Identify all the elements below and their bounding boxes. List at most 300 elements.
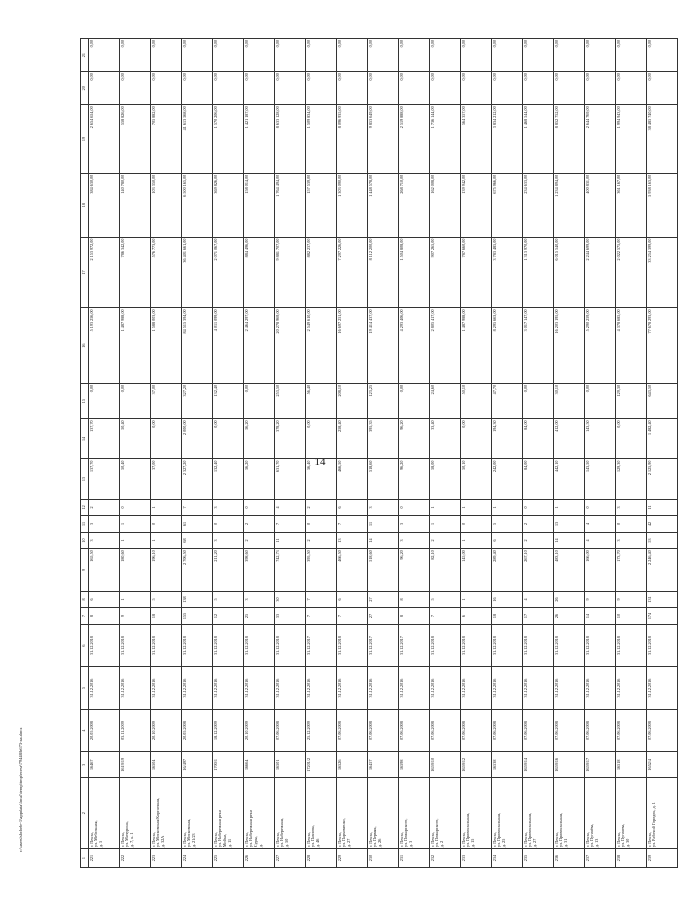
table-cell: 558 826,00 [120, 105, 151, 173]
table-row [368, 39, 399, 868]
table-cell: 17 [523, 608, 554, 625]
table-cell: 31.12.2018 [430, 624, 461, 667]
table-cell: 2 [430, 532, 461, 549]
table-cell: 16457 [368, 752, 399, 778]
table-cell: 3 [399, 532, 430, 549]
table-cell: 564 357,00 [461, 105, 492, 173]
table-cell: 0,00 [306, 72, 337, 105]
address-cell: г. Пенза, ул. Рабочий Городок, д. 1 [647, 778, 678, 849]
table-cell: 58,00 [430, 459, 461, 499]
address-cell: г. Пенза, ул. Привокзальная, д. 15 [461, 778, 492, 849]
table-cell: 31.12.2016 [399, 667, 430, 710]
table-cell: 31.12.2018 [213, 624, 244, 667]
table-cell: 07.06.2008 [523, 709, 554, 752]
table-cell: 31.12.2016 [120, 667, 151, 710]
table-cell: 2 706,50 [182, 549, 213, 592]
table-cell: 31.12.2018 [647, 624, 678, 667]
table-cell: 33,40 [430, 419, 461, 459]
footer [18, 727, 23, 853]
table-cell: 162 008,00 [430, 173, 461, 237]
table-cell: 07.06.2008 [492, 709, 523, 752]
table-cell: 20.05.2008 [89, 709, 120, 752]
table-cell: 1 487 988,00 [461, 308, 492, 384]
table-cell: 84 515 394,00 [182, 308, 213, 384]
column-number: 18 [81, 173, 89, 237]
table-cell: 9 [616, 591, 647, 608]
table-cell: 7 [306, 591, 337, 608]
table-cell: 25 [244, 608, 275, 625]
address-cell: г. Пенза, ул. Привокзальная, д. 25 [492, 778, 523, 849]
table-cell: 16664 [244, 752, 275, 778]
table-cell: 268 710,00 [399, 173, 430, 237]
table-cell: 0,00 [368, 39, 399, 72]
address-cell: г. Пенза, ул. Привокзальная, д. 31 [554, 778, 585, 849]
table-cell: 0 [213, 516, 244, 533]
table-row [89, 39, 120, 868]
table-cell: 576 773,00 [151, 237, 182, 308]
table-cell: 31.12.2016 [275, 667, 306, 710]
table-cell: 0 [523, 499, 554, 516]
table-cell: 2 [523, 532, 554, 549]
table-cell: 38 485 740,00 [647, 105, 678, 173]
table-cell: 1 448 578,00 [368, 173, 399, 237]
table-cell: 2 000,00 [182, 419, 213, 459]
table-cell: 3 [89, 516, 120, 533]
table-cell: 466,50 [337, 459, 368, 499]
address-cell: г. Пенза, ул. Павлова, д. 46 [306, 778, 337, 849]
table-cell: 0,00 [120, 383, 151, 418]
table-cell: 07.06.2008 [647, 709, 678, 752]
table-cell: 31.12.2016 [492, 667, 523, 710]
table-cell: 1 570 206,00 [213, 105, 244, 173]
table-cell: 1 504 808,00 [399, 237, 430, 308]
table-cell: 6 [337, 499, 368, 516]
table-cell: 173,70 [616, 549, 647, 592]
table-cell: 0,00 [275, 72, 306, 105]
table-cell: 5 193 256,00 [89, 308, 120, 384]
table-cell: 11 [647, 499, 678, 516]
table-cell: 157 539,00 [306, 173, 337, 237]
table-cell: 705 882,00 [151, 105, 182, 173]
table-cell: 226 [244, 849, 275, 868]
table-cell: 17201/2 [306, 752, 337, 778]
table-cell: 07.06.2008 [368, 709, 399, 752]
table-cell: 8 [399, 591, 430, 608]
table-cell: 483,10 [554, 549, 585, 592]
table-cell: 31.12.2018 [120, 624, 151, 667]
table-cell: 31.12.2016 [647, 667, 678, 710]
table-row [616, 39, 647, 868]
table-cell: 0,00 [492, 39, 523, 72]
table-cell: 0 [151, 516, 182, 533]
table-cell: 19 414 437,00 [368, 308, 399, 384]
table-cell: 0,00 [430, 72, 461, 105]
table-cell: 3 783 485,00 [492, 237, 523, 308]
table-cell: 31.12.2018 [89, 624, 120, 667]
table-cell: 11 [275, 532, 306, 549]
table-cell: 518,60 [368, 459, 399, 499]
table-cell: 31.12.2018 [151, 624, 182, 667]
data-table [80, 38, 678, 868]
table-cell: 7 297 226,00 [337, 237, 368, 308]
table-cell: 0 [399, 499, 430, 516]
table-cell: 0,00 [151, 39, 182, 72]
table-cell: 20.10.2009 [244, 709, 275, 752]
table-cell: 0,00 [151, 419, 182, 459]
table-cell: 1 234 894,00 [554, 173, 585, 237]
table-row [120, 39, 151, 868]
table-cell: 0,00 [244, 383, 275, 418]
table-cell: 26 [554, 608, 585, 625]
table-cell: 0,00 [461, 72, 492, 105]
table-cell: 0,00 [585, 383, 616, 418]
table-cell: 0,00 [120, 39, 151, 72]
table-cell: 224 [182, 849, 213, 868]
table-cell: 166,00 [585, 549, 616, 592]
column-number: 14 [81, 419, 89, 459]
table-cell: 16501 [275, 752, 306, 778]
table-cell: 03.11.2009 [120, 709, 151, 752]
table-cell: 41 613 568,00 [182, 105, 213, 173]
column-number: 17 [81, 237, 89, 308]
table-cell: 6 [492, 532, 523, 549]
table-cell: 0 [120, 499, 151, 516]
column-number: 19 [81, 105, 89, 173]
address-cell: г. Пенза, ул. Московская, д. 21/23 [182, 778, 213, 849]
column-number: 13 [81, 459, 89, 499]
table-cell: 1 588 003,00 [151, 308, 182, 384]
table-cell: 07.06.2008 [461, 709, 492, 752]
table-cell: 395,50 [306, 549, 337, 592]
table-cell: 4 378 685,00 [616, 308, 647, 384]
table-row [337, 39, 368, 868]
table-body [81, 39, 678, 868]
table-cell: 31.12.2016 [585, 667, 616, 710]
table-cell: 138 [182, 591, 213, 608]
table-cell: 2 654 654,00 [89, 105, 120, 173]
table-cell: 3 [213, 499, 244, 516]
table-cell: 33 [275, 608, 306, 625]
table-cell: 208,10 [337, 383, 368, 418]
column-number: 15 [81, 383, 89, 418]
table-cell: 4 [523, 591, 554, 608]
table-cell: 0,00 [647, 72, 678, 105]
table-cell: 26 [554, 591, 585, 608]
table-cell: 131 [647, 591, 678, 608]
table-cell: 3 [616, 499, 647, 516]
table-cell: 2 327,20 [182, 459, 213, 499]
table-cell: 96,20 [399, 549, 430, 592]
table-row [461, 39, 492, 868]
table-cell: 3 [616, 532, 647, 549]
table-row [554, 39, 585, 868]
table-cell: 50,40 [120, 459, 151, 499]
table-cell: 31.12.2017 [368, 624, 399, 667]
table-cell: 07.06.2008 [337, 709, 368, 752]
table-cell: 180,60 [120, 549, 151, 592]
table-cell: 221 [89, 849, 120, 868]
table-cell: 137,70 [89, 419, 120, 459]
address-cell: г. Пенза, ул. Набережная реки Суры, д. [244, 778, 275, 849]
table-cell: 7 [430, 608, 461, 625]
page-number: 14 [314, 456, 326, 468]
table-cell: 1 [461, 591, 492, 608]
table-cell: 3 [213, 532, 244, 549]
table-cell: 2 125,90 [647, 459, 678, 499]
table-cell: 0 [461, 516, 492, 533]
table-cell: 1 487 988,00 [120, 308, 151, 384]
table-cell: 361 167,00 [616, 173, 647, 237]
table-cell: 31.12.2016 [523, 667, 554, 710]
table-cell: 132,40 [213, 459, 244, 499]
table-cell: 1659/17 [585, 752, 616, 778]
table-cell: 53 [647, 532, 678, 549]
table-cell: 5 [213, 591, 244, 608]
column-number: 11 [81, 516, 89, 533]
table-cell: 378,20 [275, 419, 306, 459]
table-row [430, 39, 461, 868]
table-cell: 2 022 575,00 [616, 237, 647, 308]
address-cell: г. Пенза, ул. Набережная, д. 50 [275, 778, 306, 849]
table-cell: 31.12.2018 [244, 624, 275, 667]
table-cell: 466,50 [337, 549, 368, 592]
table-cell: 234 [492, 849, 523, 868]
table-row [182, 39, 213, 868]
table-cell: 9 853 649,00 [368, 105, 399, 173]
table-cell: 16504 [151, 752, 182, 778]
table-cell: 1700/1 [213, 752, 244, 778]
table-cell: 0,00 [523, 383, 554, 418]
table-cell: 253,50 [275, 383, 306, 418]
address-cell: г. Пенза, ул. Мебельная, д. 5 [89, 778, 120, 849]
table-cell: 882 237,00 [306, 237, 337, 308]
table-cell: 129,30 [616, 459, 647, 499]
table-cell: 0,00 [337, 72, 368, 105]
table-cell: 7 [337, 608, 368, 625]
table-cell: 20.05.2008 [182, 709, 213, 752]
table-cell: 8 [89, 608, 120, 625]
column-number: 4 [81, 709, 89, 752]
table-cell: 7 [306, 608, 337, 625]
column-number: 1 [81, 849, 89, 868]
table-cell: 258,40 [337, 419, 368, 459]
table-cell: 2 153 972,00 [89, 237, 120, 308]
column-number: 7 [81, 608, 89, 625]
address-cell: г. Пенза, ул. Мичурина, д. 7, к. 1 [120, 778, 151, 849]
table-cell: 31.12.2017 [399, 624, 430, 667]
table-cell: 0,00 [213, 419, 244, 459]
table-cell: 3 834 212,00 [492, 105, 523, 173]
table-cell: 0,00 [306, 419, 337, 459]
table-row [275, 39, 306, 868]
table-cell: 5 [492, 516, 523, 533]
table-cell: 56,20 [244, 459, 275, 499]
table-cell: 267,10 [523, 549, 554, 592]
table-row [399, 39, 430, 868]
table-cell: 174 [647, 608, 678, 625]
table-cell: 155 [182, 608, 213, 625]
table-cell: 4 [585, 516, 616, 533]
table-cell: 1 [430, 516, 461, 533]
table-cell: 1 468 544,00 [523, 105, 554, 173]
table-row [306, 39, 337, 868]
table-cell: 1659/12 [461, 752, 492, 778]
table-cell: 0,00 [120, 72, 151, 105]
table-cell: 31.12.2017 [306, 624, 337, 667]
table-cell: 8 852 752,00 [554, 105, 585, 173]
table-cell: 16 203 195,00 [554, 308, 585, 384]
table-cell: 0,00 [554, 39, 585, 72]
table-cell: 31.12.2018 [461, 624, 492, 667]
table-cell: 1 482,40 [647, 419, 678, 459]
table-cell: 50,10 [461, 383, 492, 418]
table-cell: 31.12.2016 [337, 667, 368, 710]
table-cell: 0,00 [430, 39, 461, 72]
table-cell: 2 244 699,00 [585, 237, 616, 308]
table-cell: 0,00 [244, 39, 275, 72]
table-cell: 14 [554, 532, 585, 549]
table-cell: 31.12.2016 [244, 667, 275, 710]
table-cell: 327,20 [182, 383, 213, 418]
table-cell: 0,00 [585, 39, 616, 72]
column-number: 21 [81, 39, 89, 72]
table-cell: 16/497 [182, 752, 213, 778]
table-cell: 234 633,00 [523, 173, 554, 237]
address-cell: г. Пенза, ул. Московская/Кирпичная, д. 32А [151, 778, 182, 849]
table-cell: 77 678 293,00 [647, 308, 678, 384]
table-cell: 56,40 [306, 383, 337, 418]
table-cell: 0 [585, 499, 616, 516]
table-cell: 7 [182, 499, 213, 516]
table-cell: 31.12.2016 [616, 667, 647, 710]
table-cell: 31.12.2018 [337, 624, 368, 667]
table-cell: 1619/19 [120, 752, 151, 778]
table-cell: 1 [492, 499, 523, 516]
table-cell: 0 [616, 516, 647, 533]
table-cell: 07.06.2008 [275, 709, 306, 752]
table-cell: 31.12.2016 [89, 667, 120, 710]
table-cell: 123,25 [368, 383, 399, 418]
table-cell: 13 [554, 516, 585, 533]
table-cell: 8 633 128,00 [275, 105, 306, 173]
table-cell: 07.06.2008 [554, 709, 585, 752]
table-cell: 384 630,00 [89, 173, 120, 237]
table-cell: 2 [244, 532, 275, 549]
table-cell: 1 313 970,00 [523, 237, 554, 308]
table-cell: 0,00 [616, 72, 647, 105]
table-cell: 211,20 [213, 549, 244, 592]
table-cell: 1 [554, 499, 585, 516]
table-cell: 742,73 [275, 549, 306, 592]
table-cell: 5 [430, 591, 461, 608]
table-cell: 2 644 769,00 [585, 105, 616, 173]
table-cell: 787 660,00 [461, 237, 492, 308]
table-cell: 129,30 [616, 383, 647, 418]
table-cell: 84,00 [523, 459, 554, 499]
table-cell: 31.12.2018 [182, 624, 213, 667]
table-cell: 237 [585, 849, 616, 868]
table-cell: 6 [461, 608, 492, 625]
table-cell: 61 [182, 516, 213, 533]
table-cell: 16538 [492, 752, 523, 778]
table-cell: 27 [368, 608, 399, 625]
table-cell: 0,00 [368, 72, 399, 105]
table-cell: 0,00 [337, 39, 368, 72]
table-cell: 8 295 663,00 [492, 308, 523, 384]
table-cell: 4 [585, 532, 616, 549]
table-cell: 0,00 [461, 39, 492, 72]
table-cell: 9 [120, 608, 151, 625]
table-cell: 1 736 144,00 [430, 105, 461, 173]
table-cell: 2 [306, 499, 337, 516]
table-cell: 231 [399, 849, 430, 868]
table-cell: 0,00 [89, 383, 120, 418]
table-cell: 37,00 [151, 459, 182, 499]
column-number: 12 [81, 499, 89, 516]
table-cell: 30,10 [554, 383, 585, 418]
table-cell: 31.12.2018 [554, 624, 585, 667]
table-cell: 20.10.2009 [151, 709, 182, 752]
table-cell: 412,00 [554, 419, 585, 459]
table-cell: 5 [151, 591, 182, 608]
rotated-table-container [80, 38, 657, 868]
table-cell: 31.12.2016 [430, 667, 461, 710]
table-cell: 0 [306, 516, 337, 533]
table-row [244, 39, 275, 868]
table-cell: 47,70 [492, 383, 523, 418]
table-cell: 2 246,40 [647, 549, 678, 592]
column-number: 6 [81, 624, 89, 667]
table-cell: 158 014,00 [244, 173, 275, 237]
table-cell: 3 [368, 499, 399, 516]
table-cell: 1 764 494,00 [275, 173, 306, 237]
table-cell: 07.06.2008 [399, 709, 430, 752]
table-cell: 31.12.2016 [151, 667, 182, 710]
table-cell: 07.06.2008 [430, 709, 461, 752]
table-cell: 786 342,00 [120, 237, 151, 308]
table-cell: 0,00 [616, 39, 647, 72]
table-cell: 9 [585, 591, 616, 608]
table-cell: 27 [368, 591, 399, 608]
table-cell: 5 290 259,00 [585, 308, 616, 384]
table-cell: 0,00 [399, 72, 430, 105]
table-cell: 1 [430, 499, 461, 516]
table-cell: 14 [585, 608, 616, 625]
table-cell: 16518 [616, 752, 647, 778]
table-cell: 0,00 [213, 39, 244, 72]
table-cell: 6 015 540,00 [554, 237, 585, 308]
table-cell: 11 [368, 516, 399, 533]
table-cell: 7 [275, 516, 306, 533]
table-cell: 194,30 [492, 419, 523, 459]
table-cell: 0,00 [151, 72, 182, 105]
table-cell: 31.12.2016 [213, 667, 244, 710]
table-cell: 3 [399, 516, 430, 533]
table-row [213, 39, 244, 868]
table-cell: 242,00 [492, 459, 523, 499]
table-cell: 96,20 [399, 459, 430, 499]
table-cell: 16467 [89, 752, 120, 778]
table-row [523, 39, 554, 868]
footer-path: c:\users\shcheb~1\appdata\local\temp\tmp\ecesr\79448\b673-aa.docx [18, 727, 23, 852]
table-cell: 16526 [337, 752, 368, 778]
address-cell: г. Пенза, ул. Пожарского, д. 2 [430, 778, 461, 849]
table-cell: 0,00 [554, 72, 585, 105]
header-row [81, 39, 89, 868]
table-cell: 0,00 [182, 72, 213, 105]
table-cell: 239 [647, 849, 678, 868]
table-cell: 2 [89, 499, 120, 516]
